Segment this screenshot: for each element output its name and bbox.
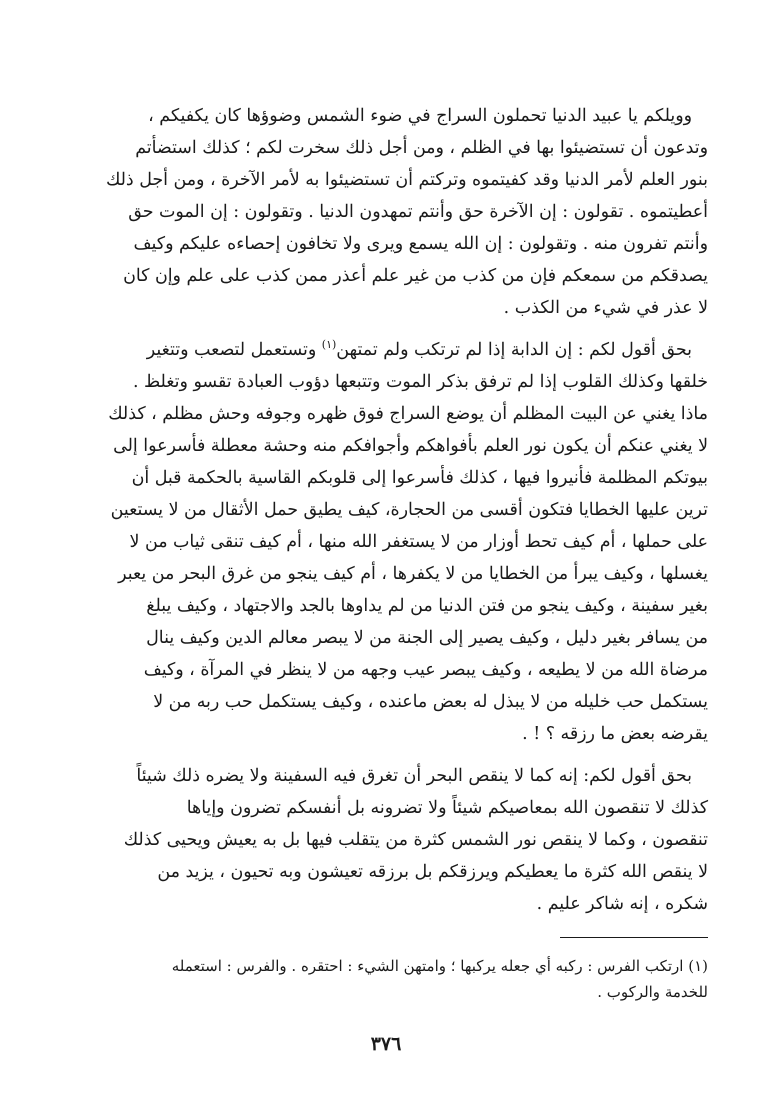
- text-line: مرضاة الله من لا يطيعه ، وكيف يبصر عيب وجهه من لا ينظر في المرآة ، وكيف: [143, 660, 708, 680]
- text-line: يصدقكم من سمعكم فإن من كذب من غير علم أعذر ممن كذب على علم وإن كان: [123, 266, 708, 286]
- footnote-line: (١) ارتكب الفرس : ركبه أي جعله يركبها ؛ وامتهن الشيء : احتقره . والفرس : استعمله: [171, 957, 708, 975]
- footnote: [96, 953, 708, 1005]
- text-segment: بحق أقول لكم : إن الدابة إذا لم ترتكب ولم تمتهن: [336, 340, 692, 360]
- text-line: بحق أقول لكم: إنه كما لا ينقص البحر أن تغرق فيه السفينة ولا يضره ذلك شيئاً: [136, 766, 692, 786]
- text-line: كذلك لا تنقصون الله بمعاصيكم شيئاً ولا تضرونه بل أنفسكم تضرون وإياها: [186, 798, 708, 818]
- text-line: خلقها وكذلك القلوب إذا لم ترفق بذكر الموت وتتبعها دؤوب العبادة تقسو وتغلظ .: [132, 372, 708, 392]
- text-line: من يسافر بغير دليل ، وكيف يصير إلى الجنة من لا يبصر معالم الدين وكيف ينال: [146, 628, 708, 648]
- text-line: لا عذر في شيء من الكذب .: [503, 298, 708, 318]
- text-line: بيوتكم المظلمة فأنيروا فيها ، كذلك فأسرعوا إلى قلوبكم القاسية بالحكمة قبل أن: [131, 468, 708, 488]
- footnote-line: للخدمة والركوب .: [597, 983, 708, 1001]
- paragraph-2: [88, 334, 708, 750]
- text-line: تنقصون ، وكما لا ينقص نور الشمس كثرة من يتقلب فيها بل به يعيش ويحيى كذلك: [123, 830, 708, 850]
- text-line-with-footnote: [88, 334, 708, 366]
- text-line: بغير سفينة ، وكيف ينجو من فتن الدنيا من لم يداوها بالجد والاجتهاد ، وكيف يبلغ: [146, 596, 708, 616]
- text-line: ماذا يغني عن البيت المظلم أن يوضع السراج فوق ظهره وجوفه وحش مظلم ، كذلك: [108, 404, 708, 424]
- footnote-divider: [560, 937, 708, 938]
- text-line: لا ينقص الله كثرة ما يعطيكم ويرزقكم بل برزقه تعيشون وبه تحيون ، يزيد من: [157, 862, 708, 882]
- text-segment: وتستعمل لتصعب وتتغير: [146, 340, 322, 360]
- paragraph-3: [88, 760, 708, 920]
- text-line: شكره ، إنه شاكر عليم .: [536, 894, 708, 914]
- text-line: يغسلها ، وكيف يبرأ من الخطايا من لا يكفرها ، أم كيف ينجو من غرق البحر من يعبر: [118, 564, 708, 584]
- text-line: يقرضه بعض ما رزقه ؟ ! .: [522, 724, 708, 744]
- text-line: وتدعون أن تستضيئوا بها في الظلم ، ومن أجل ذلك سخرت لكم ؛ كذلك استضأتم: [135, 138, 708, 158]
- text-line: أعطيتموه . تقولون : إن الآخرة حق وأنتم تمهدون الدنيا . وتقولون : إن الموت حق: [128, 202, 708, 222]
- text-line: بنور العلم لأمر الدنيا وقد كفيتموه وتركتم أن تستضيئوا به لأمر الآخرة ، ومن أجل ذلك: [105, 170, 708, 190]
- page-number: ٣٧٦: [370, 1033, 402, 1055]
- page-body: [88, 100, 708, 920]
- paragraph-1: [88, 100, 708, 324]
- text-line: على حملها ، أم كيف تحط أوزار من لا يستغفر الله منها ، أم كيف تنقى ثياب من لا: [129, 532, 708, 552]
- text-line: ترين عليها الخطايا فتكون أقسى من الحجارة، كيف يطيق حمل الأثقال من لا يستعين: [110, 500, 708, 520]
- text-line: وأنتم تفرون منه . وتقولون : إن الله يسمع ويرى ولا تخافون إحصاءه عليكم وكيف: [133, 234, 708, 254]
- text-line: وويلكم يا عبيد الدنيا تحملون السراج في ضوء الشمس وضوؤها كان يكفيكم ،: [148, 106, 692, 126]
- text-line: لا يغني عنكم أن يكون نور العلم بأفواهكم وأجوافكم منه وحشة معطلة فأسرعوا إلى: [113, 436, 708, 456]
- footnote-reference[interactable]: (١): [321, 338, 337, 352]
- text-line: يستكمل حب خليله من لا يبذل له بعض ماعنده ، وكيف يستكمل حب ربه من لا: [153, 692, 708, 712]
